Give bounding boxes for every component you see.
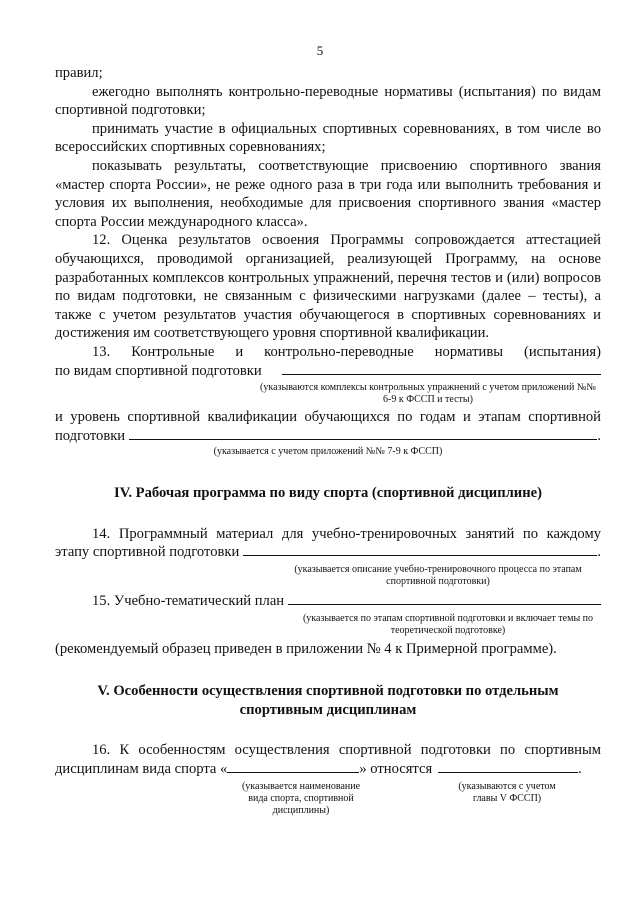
- item-annual-norms: ежегодно выполнять контрольно-переводные нормативы (испытания) по видам спортивной подготовки;: [55, 83, 601, 119]
- blank-field: [282, 362, 601, 375]
- paragraph-12: 12. Оценка результатов освоения Программы сопровождается аттестацией обучающихся, проводимой организацией, реализующей Программу, на основе разработанных комплексов контрольных упражнений, перечня тестов и (или) вопросов по видам подготовки, не связанным с физическими нагрузками (далее – тесты), а также с учетом результатов участия обучающегося в спортивных соревнованиях и достижения им соответствующего уровня спортивной квалификации.: [55, 232, 601, 342]
- paragraph-14-line2: этапу спортивной подготовки .: [55, 544, 601, 561]
- paragraph-16-line1: 16. К особенностям осуществления спортивной подготовки по спортивным: [92, 742, 601, 759]
- line-rules: правил;: [55, 65, 103, 81]
- notes-16: [55, 781, 601, 821]
- section-v-heading: V. Особенности осуществления спортивной подготовки по отдельным спортивным дисциплинам: [97, 683, 559, 718]
- blank-field: [288, 592, 601, 605]
- note-13: (указываются комплексы контрольных упражнений с учетом приложений №№ 6-9 к ФССП и тесты): [260, 382, 596, 406]
- item-results: показывать результаты, соответствующие присвоению спортивного звания «мастер спорта России», не реже одного раза в три года или выполнить требования и условия их выполнения, необходимые для присвоения спортивного звания «мастер спорта России международного класса».: [55, 157, 601, 230]
- paragraph-15-line1: 15. Учебно-тематический план: [55, 592, 601, 611]
- blank-field: [243, 543, 597, 556]
- page-number: 5: [316, 43, 324, 58]
- page-content: [55, 64, 601, 821]
- paragraph-13-line1: 13. Контрольные и контрольно-переводные нормативы (испытания): [92, 343, 601, 360]
- note-16a: (указывается наименование вида спорта, спортивной дисциплины): [241, 780, 361, 816]
- note-13b: (указывается с учетом приложений №№ 7-9 к ФССП): [213, 446, 443, 458]
- section-iv-heading: IV. Рабочая программа по виду спорта (спортивной дисциплине): [114, 485, 542, 502]
- note-16b: (указываются с учетом главы V ФССП): [458, 780, 556, 804]
- paragraph-15-line2: (рекомендуемый образец приведен в приложении № 4 к Примерной программе).: [55, 640, 557, 657]
- item-competitions: принимать участие в официальных спортивных соревнованиях, в том числе во всероссийских спортивных соревнованиях;: [55, 120, 601, 156]
- paragraph-13-line3: и уровень спортивной квалификации обучающихся по годам и этапам спортивной: [55, 409, 601, 426]
- blank-field: [129, 427, 597, 440]
- paragraph-13-line4: подготовки .: [55, 427, 601, 444]
- paragraph-14-line1: 14. Программный материал для учебно-тренировочных занятий по каждому: [92, 525, 601, 542]
- paragraph-13-line2: по видам спортивной подготовки: [55, 362, 601, 381]
- note-15: (указывается по этапам спортивной подготовки и включает темы по теоретической подготовке): [302, 612, 594, 636]
- note-14: (указывается описание учебно-тренировочного процесса по этапам спортивной подготовки): [294, 564, 582, 588]
- blank-field: [438, 760, 578, 773]
- paragraph-16-line2: дисциплинам вида спорта « » относятся .: [55, 761, 582, 778]
- blank-field: [227, 760, 359, 773]
